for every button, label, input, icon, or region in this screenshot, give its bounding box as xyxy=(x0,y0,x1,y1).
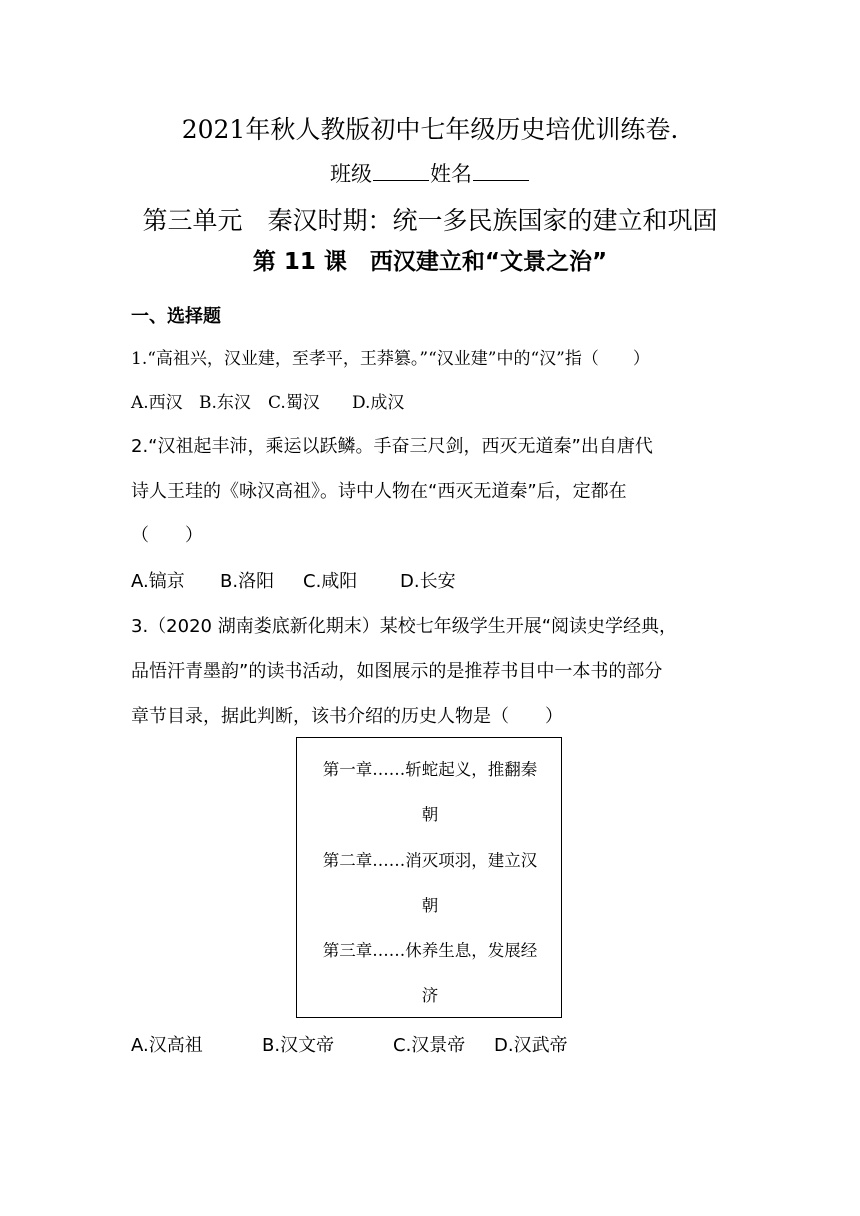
toc-line: 朝 xyxy=(421,805,439,824)
document-title: 2021年秋人教版初中七年级历史培优训练卷. xyxy=(181,115,679,144)
name-blank xyxy=(473,162,529,181)
question-2-stem-line-2: 诗人王珪的《咏汉高祖》。诗中人物在“西灭无道秦”后，定都在 xyxy=(131,481,627,502)
option-a: A.镐京 xyxy=(131,571,185,592)
option-b: B.汉文帝 xyxy=(262,1035,335,1056)
question-2-options xyxy=(131,567,456,593)
lesson-title: 第 11 课 西汉建立和“文景之治” xyxy=(252,249,608,275)
question-1-options xyxy=(131,388,404,413)
option-b: B.东汉 xyxy=(199,393,251,413)
unit-title: 第三单元 秦汉时期：统一多民族国家的建立和巩固 xyxy=(142,206,718,235)
toc-line: 朝 xyxy=(421,896,439,915)
question-3-options xyxy=(131,1031,568,1057)
class-name-line xyxy=(0,158,860,188)
option-d: D.成汉 xyxy=(352,393,405,413)
question-2-stem-line-1: 2.“汉祖起丰沛，乘运以跃鳞。手奋三尺剑，西灭无道秦”出自唐代 xyxy=(131,436,653,457)
option-b: B.洛阳 xyxy=(220,571,275,592)
section-heading: 一、选择题 xyxy=(131,306,221,327)
option-c: C.咸阳 xyxy=(303,571,358,592)
option-d: D.汉武帝 xyxy=(494,1035,568,1056)
toc-line: 第二章……消灭项羽，建立汉 xyxy=(322,851,538,870)
option-c: C.汉景帝 xyxy=(393,1035,466,1056)
question-3-stem-line-3: 章节目录，据此判断，该书介绍的历史人物是（ ） xyxy=(131,706,563,727)
toc-line: 第三章……休养生息，发展经 xyxy=(322,941,538,960)
book-toc-box xyxy=(296,737,562,1018)
question-2-stem-line-3: （ ） xyxy=(131,525,203,546)
class-label: 班级 xyxy=(330,162,372,186)
class-blank xyxy=(373,162,429,181)
option-d: D.长安 xyxy=(400,571,456,592)
toc-line: 第一章……斩蛇起义，推翻秦 xyxy=(322,760,538,779)
toc-line: 济 xyxy=(421,986,439,1005)
option-a: A.西汉 xyxy=(131,393,183,413)
question-3-stem-line-1: 3.（2020 湖南娄底新化期末）某校七年级学生开展“阅读史学经典， xyxy=(131,616,678,637)
name-label: 姓名 xyxy=(430,162,472,186)
option-c: C.蜀汉 xyxy=(268,393,320,413)
question-3-stem-line-2: 品悟汗青墨韵”的读书活动，如图展示的是推荐书目中一本书的部分 xyxy=(131,661,663,682)
question-1-stem: 1.“高祖兴，汉业建，至孝平，王莽篡。”“汉业建”中的“汉”指（ ） xyxy=(131,349,650,369)
option-a: A.汉高祖 xyxy=(131,1035,203,1056)
